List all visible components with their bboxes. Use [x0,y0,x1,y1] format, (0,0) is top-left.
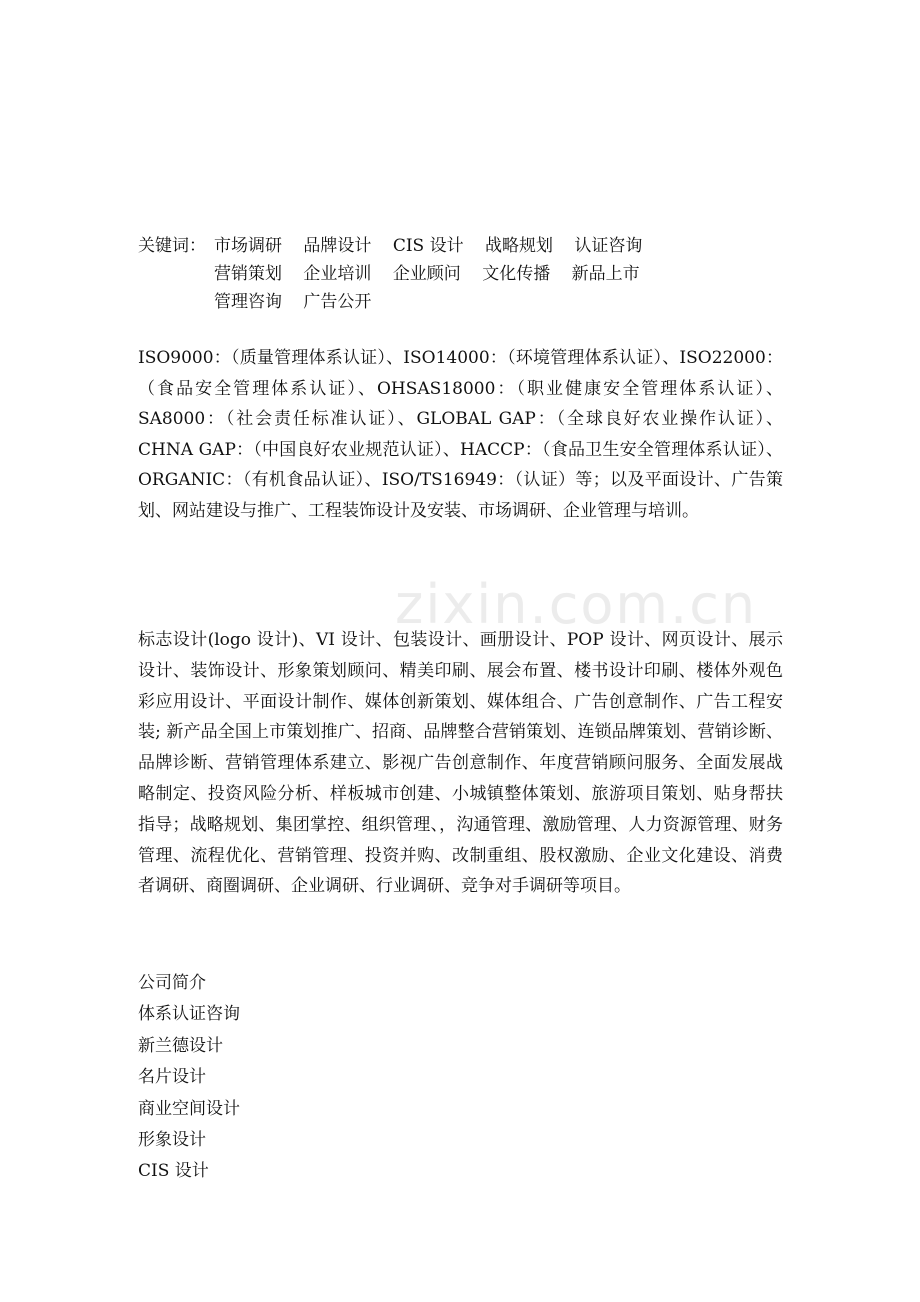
service-list-item: CIS 设计 [138,1161,209,1182]
service-list-item: 体系认证咨询 [138,1004,240,1025]
certifications-paragraph: ISO9000：（质量管理体系认证）、ISO14000：（环境管理体系认证）、ISO22000：（食品安全管理体系认证）、OHSAS18000：（职业健康安全管理体系认证）、SA8000：（社会责任标准认证）、GLOBAL GAP：（全球良好农业操作认证）、CHNA GAP：（中国良好农业规范认证）、HACCP：（食品卫生安全管理体系认证）、ORGANIC：（有机食品认证）、ISO/TS16949：（认证）等；以及平面设计、广告策划、网站建设与推广、工程装饰设计及安装、市场调研、企业管理与培训。 [138,348,783,521]
keyword: 企业培训 [303,264,372,284]
service-list [138,968,240,1188]
service-list-item: 新兰德设计 [138,1035,223,1056]
keyword: 认证咨询 [574,236,643,256]
keywords-label: 关键词： [138,236,206,256]
keywords-items [214,288,387,316]
service-list-item: 商业空间设计 [138,1098,240,1119]
keyword: 品牌设计 [303,236,372,256]
keywords-items [214,260,656,288]
keyword: 营销策划 [214,264,282,284]
keyword: 新品上市 [571,264,640,284]
keyword: 战略规划 [485,236,553,256]
keywords-row [138,288,658,316]
keyword: 市场调研 [214,236,282,256]
keywords-row [138,232,658,260]
services-paragraph: 标志设计(logo 设计)、VI 设计、包装设计、画册设计、POP 设计、网页设计、展示设计、装饰设计、形象策划顾问、精美印刷、展会布置、楼书设计印刷、楼体外观色彩应用设计、平面设计制作、媒体创新策划、媒体组合、广告创意制作、广告工程安装; 新产品全国上市策划推广、招商、品牌整合营销策划、连锁品牌策划、营销诊断、品牌诊断、营销管理体系建立、影视广告创意制作、年度营销顾问服务、全面发展战略制定、投资风险分析、样板城市创建、小城镇整体策划、旅游项目策划、贴身帮扶指导；战略规划、集团掌控、组织管理、，沟通管理、激励管理、人力资源管理、财务管理、流程优化、营销管理、投资并购、改制重组、股权激励、企业文化建设、消费者调研、商圈调研、企业调研、行业调研、竞争对手调研等项目。 [138,630,783,897]
service-list-item: 形象设计 [138,1129,206,1150]
keyword: 文化传播 [482,264,551,284]
service-list-item: 公司简介 [138,973,206,993]
keyword: 广告公开 [303,292,372,312]
keywords-block [138,232,658,316]
keyword: 管理咨询 [214,292,282,312]
keywords-row [138,260,658,288]
keyword: CIS 设计 [392,236,464,256]
keyword: 企业顾问 [392,264,461,284]
watermark: zixin.com.cn [395,573,758,636]
keywords-items [214,232,658,260]
service-list-item: 名片设计 [138,1067,206,1088]
